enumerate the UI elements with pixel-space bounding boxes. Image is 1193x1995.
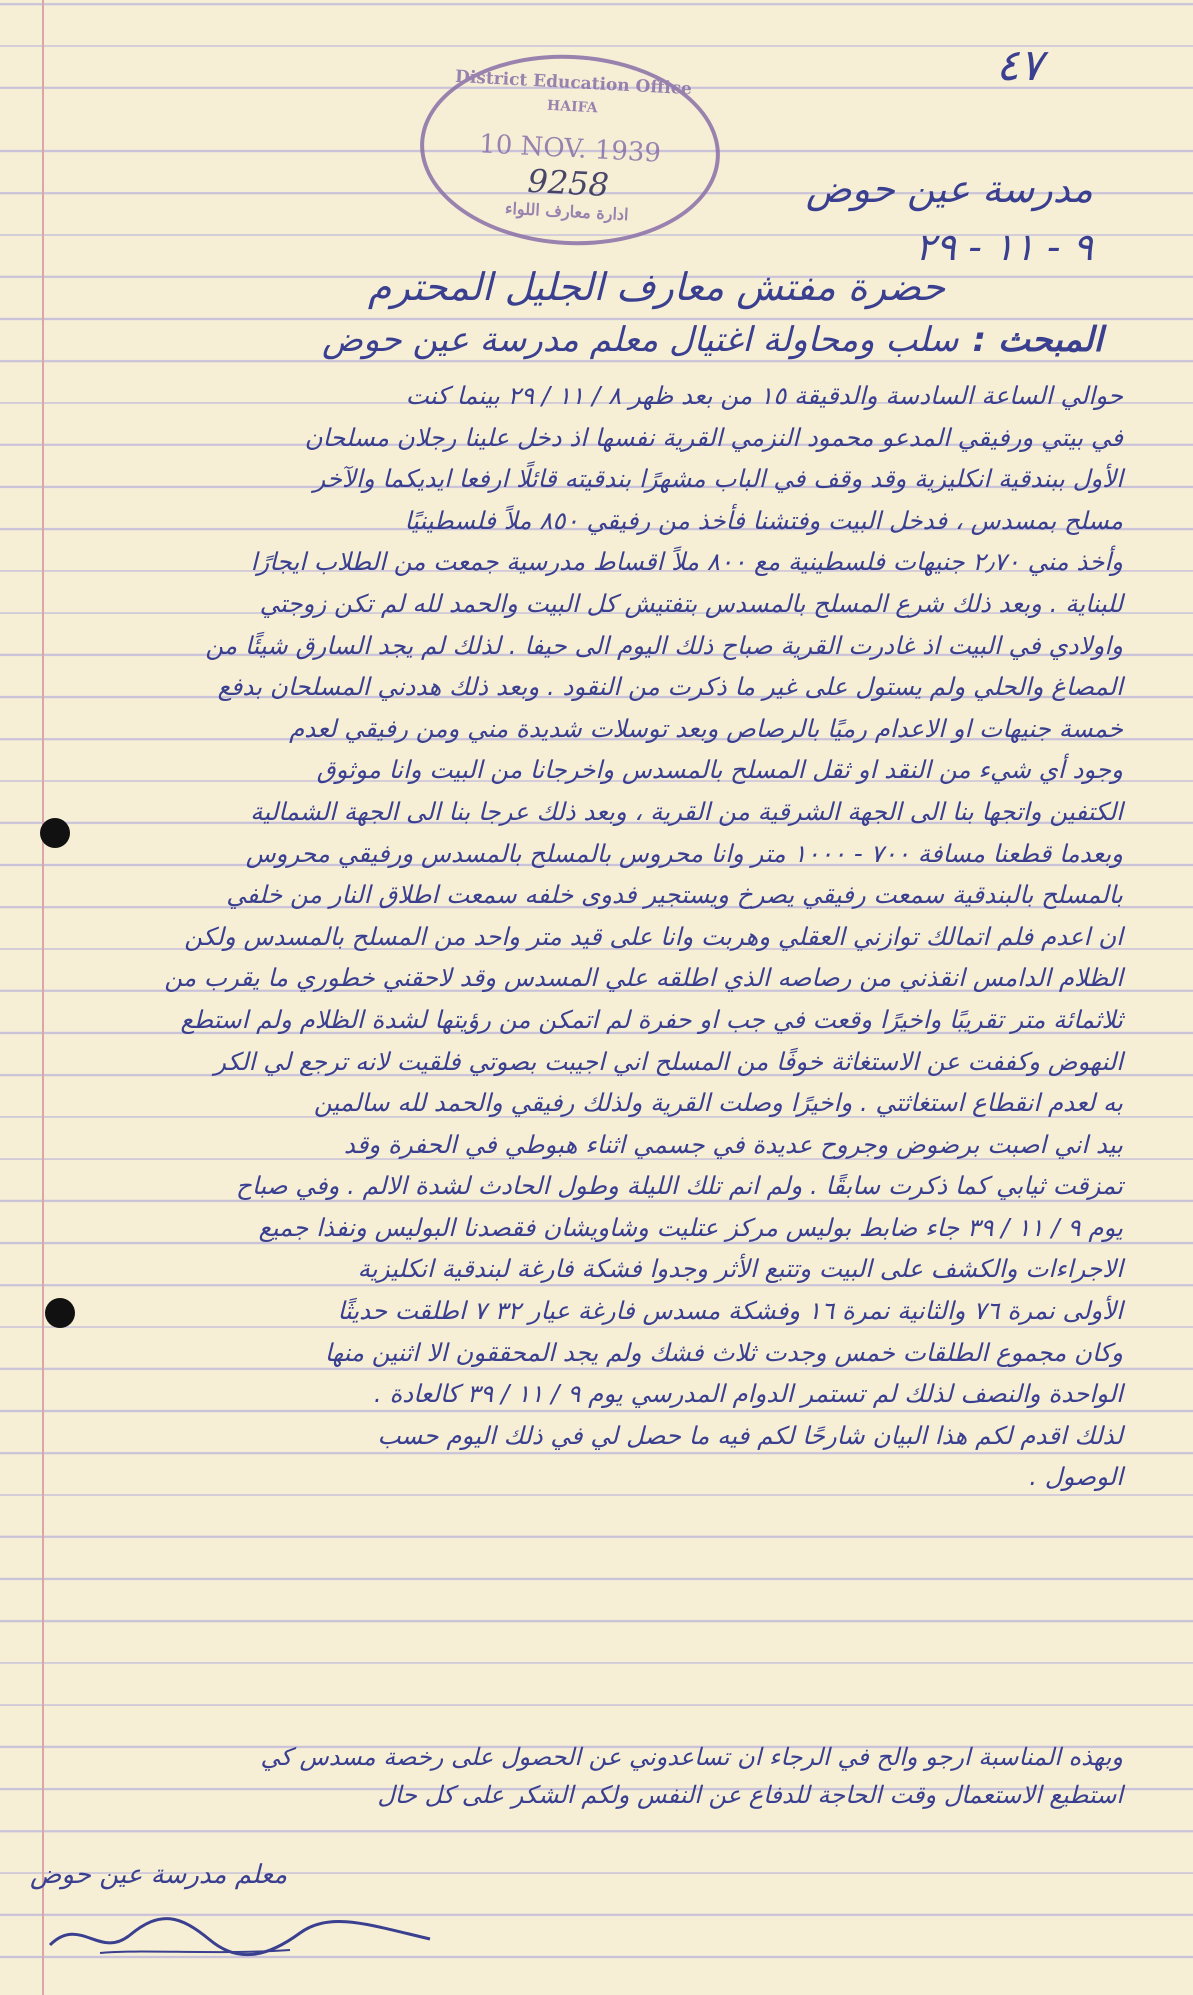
body-line: الواحدة والنصف لذلك لم تستمر الدوام المدرسي يوم ٩ / ١١ / ٣٩ كالعادة . xyxy=(373,1379,1123,1409)
body-line: مسلح بمسدس ، فدخل البيت وفتشنا فأخذ من رفيقي ٨٥٠ ملاً فلسطينيًا xyxy=(404,505,1123,535)
signer-title: معلم مدرسة عين حوض xyxy=(30,1860,288,1890)
body-line: للبناية . وبعد ذلك شرع المسلح بالمسدس بتفتيش كل البيت والحمد لله لم تكن زوجتي xyxy=(259,588,1123,618)
body-line: وجود أي شيء من النقد او ثقل المسلح بالمسدس واخرجانا من البيت وانا موثوق xyxy=(316,755,1123,785)
letter-header xyxy=(806,160,1093,276)
body-line: تمزقت ثيابي كما ذكرت سابقًا . ولم انم تلك الليلة وطول الحادث لشدة الالم . وفي صباح xyxy=(236,1171,1123,1201)
letter-date: ٩ - ١١ - ٢٩ xyxy=(915,225,1093,269)
body-line: في بيتي ورفيقي المدعو محمود النزمي القرية نفسها اذ دخل علينا رجلان مسلحان xyxy=(304,422,1123,452)
body-line: النهوض وكففت عن الاستغاثة خوفًا من المسلح اني اجيبت بصوتي فلقيت لانه ترجع لي الكر xyxy=(214,1046,1123,1076)
body-line: به لعدم انقطاع استغاثتي . واخيرًا وصلت القرية ولذلك رفيقي والحمد لله سالمين xyxy=(313,1088,1123,1118)
subject-text: سلب ومحاولة اغتيال معلم مدرسة عين حوض xyxy=(321,320,959,360)
margin-line xyxy=(42,0,44,1995)
salutation: حضرة مفتش معارف الجليل المحترم xyxy=(367,265,946,309)
letter-body xyxy=(50,375,1123,1498)
body-line: الاجراءات والكشف على البيت وتتبع الأثر وجدوا فشكة فارغة لبندقية انكليزية xyxy=(357,1254,1123,1284)
letter-closing xyxy=(50,1738,1123,1814)
page-number: ٤٧ xyxy=(995,40,1043,91)
body-line: الأول ببندقية انكليزية وقد وقف في الباب مشهرًا بندقيته قائلًا ارفعا ايديكما والآخر xyxy=(313,464,1123,494)
body-line: ثلاثمائة متر تقريبًا واخيرًا وقعت في جب او حفرة لم اتمكن من رؤيتها لشدة الظلام ولم استطع xyxy=(180,1004,1123,1034)
body-line: يوم ٩ / ١١ / ٣٩ جاء ضابط بوليس مركز عتليت وشاويشان فقصدنا البوليس ونفذا جميع xyxy=(258,1212,1123,1242)
stamp-date: 10 NOV. 1939 xyxy=(478,129,662,169)
body-line: وبعدما قطعنا مسافة ٧٠٠ - ١٠٠٠ متر وانا محروس بالمسلح بالمسدس ورفيقي محروس xyxy=(245,838,1123,868)
body-line: بيد اني اصبت برضوض وجروح عديدة في جسمي اثناء هبوطي في الحفرة وقد xyxy=(343,1129,1123,1159)
punch-hole xyxy=(40,818,70,848)
body-line: المصاغ والحلي ولم يستول على غير ما ذكرت من النقود . وبعد ذلك هددني المسلحان بدفع xyxy=(217,672,1123,702)
body-line: حوالي الساعة السادسة والدقيقة ١٥ من بعد ظهر ٨ / ١١ / ٢٩ بينما كنت xyxy=(405,381,1123,410)
body-line: واولادي في البيت اذ غادرت القرية صباح ذلك اليوم الى حيفا . لذلك لم يجد السارق شيئًا من xyxy=(205,630,1123,660)
body-line: ان اعدم فلم اتمالك توازني العقلي وهربت وانا على قيد متر واحد من المسلح بالمسدس ولكن xyxy=(184,921,1123,951)
body-line: وأخذ مني ٢٫٧٠ جنيهات فلسطينية مع ٨٠٠ ملاً اقساط مدرسية جمعت من الطلاب ايجارًا xyxy=(250,547,1123,577)
body-line: الأولى نمرة ٧٦ والثانية نمرة ١٦ وفشكة مسدس فارغة عيار ٣٢ ٧ اطلقت حديثًا xyxy=(337,1296,1123,1326)
body-line: الظلام الدامس انقذني من رصاصه الذي اطلقه علي المسدس وقد لاحقني خطوري ما يقرب من xyxy=(164,963,1123,993)
subject-line xyxy=(130,320,1103,360)
body-line: الوصول . xyxy=(1029,1462,1123,1492)
body-line: الكتفين واتجها بنا الى الجهة الشرقية من القرية ، وبعد ذلك عرجا بنا الى الجهة الشمالية xyxy=(250,796,1123,826)
body-line: بالمسلح بالبندقية سمعت رفيقي يصرخ ويستجير فدوى خلفه سمعت اطلاق النار من خلفي xyxy=(226,880,1123,910)
closing-line: وبهذه المناسبة ارجو والح في الرجاء ان تساعدوني عن الحصول على رخصة مسدس كي xyxy=(260,1743,1123,1771)
stamp-reference-number: 9258 xyxy=(526,161,610,205)
closing-line: استطيع الاستعمال وقت الحاجة للدفاع عن النفس ولكم الشكر على كل حال xyxy=(377,1781,1123,1809)
school-name: مدرسة عين حوض xyxy=(805,167,1093,211)
subject-label: المبحث : xyxy=(972,320,1103,360)
punch-hole xyxy=(45,1298,75,1328)
signature xyxy=(40,1905,440,1965)
body-line: خمسة جنيهات او الاعدام رميًا بالرصاص وبعد توسلات شديدة مني ومن رفيقي لعدم xyxy=(289,713,1123,743)
body-line: وكان مجموع الطلقات خمس وجدت ثلاث فشك ولم يجد المحققون الا اثنين منها xyxy=(324,1337,1123,1367)
stamp-office: District Education Office xyxy=(454,66,693,100)
body-line: لذلك اقدم لكم هذا البيان شارحًا لكم فيه ما حصل لي في ذلك اليوم حسب xyxy=(377,1420,1123,1450)
stamp-arabic-ring: ادارة معارف اللواء xyxy=(504,198,629,225)
stamp-city: HAIFA xyxy=(546,97,598,117)
